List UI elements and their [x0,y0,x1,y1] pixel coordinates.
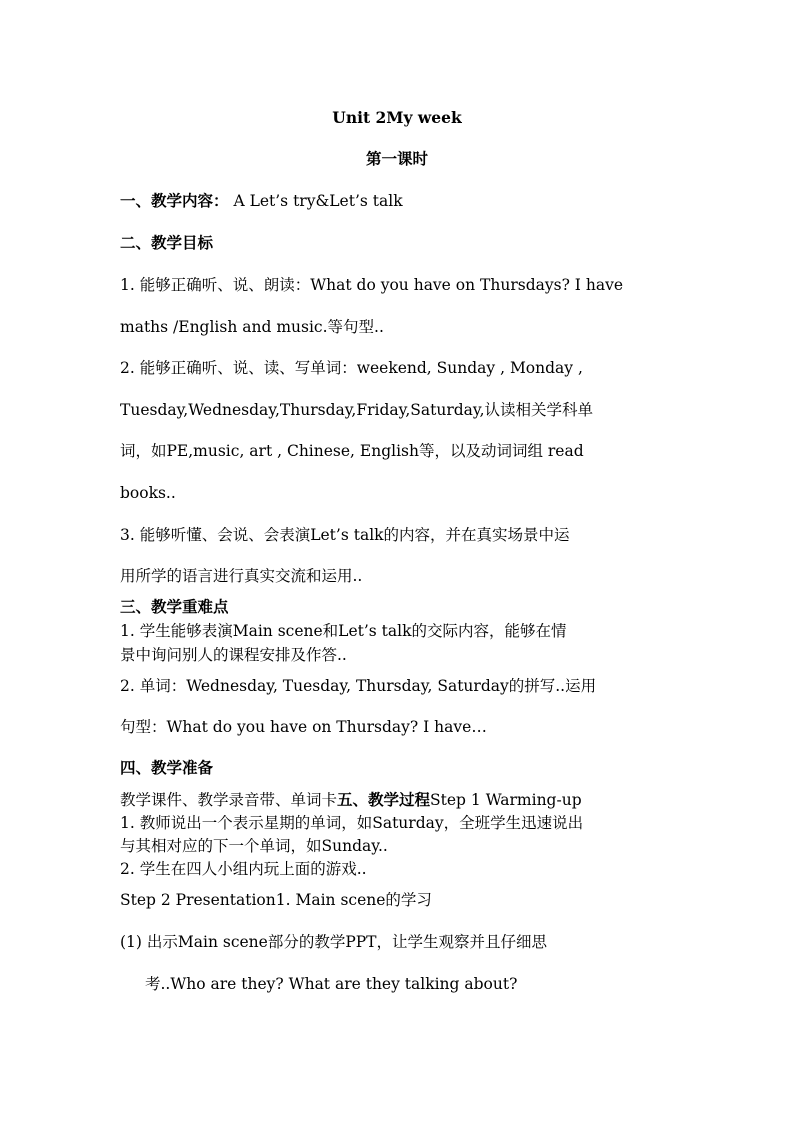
paragraph-line: Tuesday,Wednesday,Thursday,Friday,Saturday,认读相关学科单 [120,401,594,419]
paragraph-line: 考..Who are they? What are they talking about? [145,975,518,993]
section-heading-content [120,191,403,211]
paragraph-line: books.. [120,484,176,502]
section-heading-keypoints: 三、教学重难点 [120,597,229,616]
paragraph-line: 景中询问别人的课程安排及作答.. [120,646,347,664]
paragraph-line: 用所学的语言进行真实交流和运用.. [120,567,363,585]
section-heading-preparation: 四、教学准备 [120,758,214,777]
document-subtitle: 第一课时 [365,149,428,168]
paragraph-line: 1. 学生能够表演Main scene和Let’s talk的交际内容，能够在情 [120,622,567,640]
paragraph-line: 2. 单词：Wednesday, Tuesday, Thursday, Saturday的拼写..运用 [120,677,597,695]
document-title: Unit 2My week [332,108,462,127]
step-2-heading: Step 2 Presentation1. Main scene的学习 [120,891,432,909]
paragraph-line: 3. 能够听懂、会说、会表演Let’s talk的内容，并在真实场景中运 [120,526,570,544]
paragraph-line: (1) 出示Main scene部分的教学PPT，让学生观察并且仔细思 [120,933,548,951]
section-heading-content-value: A Let’s try&Let’s talk [228,192,403,210]
paragraph-line: 1. 教师说出一个表示星期的单词，如Saturday，全班学生迅速说出 [120,814,584,832]
paragraph-line: 1. 能够正确听、说、朗读：What do you have on Thursdays? I have [120,276,624,294]
paragraph-line: 2. 学生在四人小组内玩上面的游戏.. [120,860,367,878]
step-1-heading: Step 1 Warming-up [430,791,582,809]
section-heading-objectives: 二、教学目标 [120,233,214,252]
preparation-text: 教学课件、教学录音带、单词卡 [120,791,338,809]
section-heading-process: 五、教学过程 [337,790,431,809]
paragraph-line: 词，如PE,music, art , Chinese, English等，以及动词词组 read [120,442,584,460]
paragraph-line: 与其相对应的下一个单词，如Sunday.. [120,837,388,855]
paragraph-line: 句型：What do you have on Thursday? I have… [120,718,487,736]
paragraph-line: 2. 能够正确听、说、读、写单词：weekend, Sunday , Monday , [120,359,583,377]
paragraph-line: maths /English and music.等句型.. [120,318,384,336]
section-heading-content-label: 一、教学内容： [120,191,229,210]
preparation-and-process-line [120,790,582,810]
